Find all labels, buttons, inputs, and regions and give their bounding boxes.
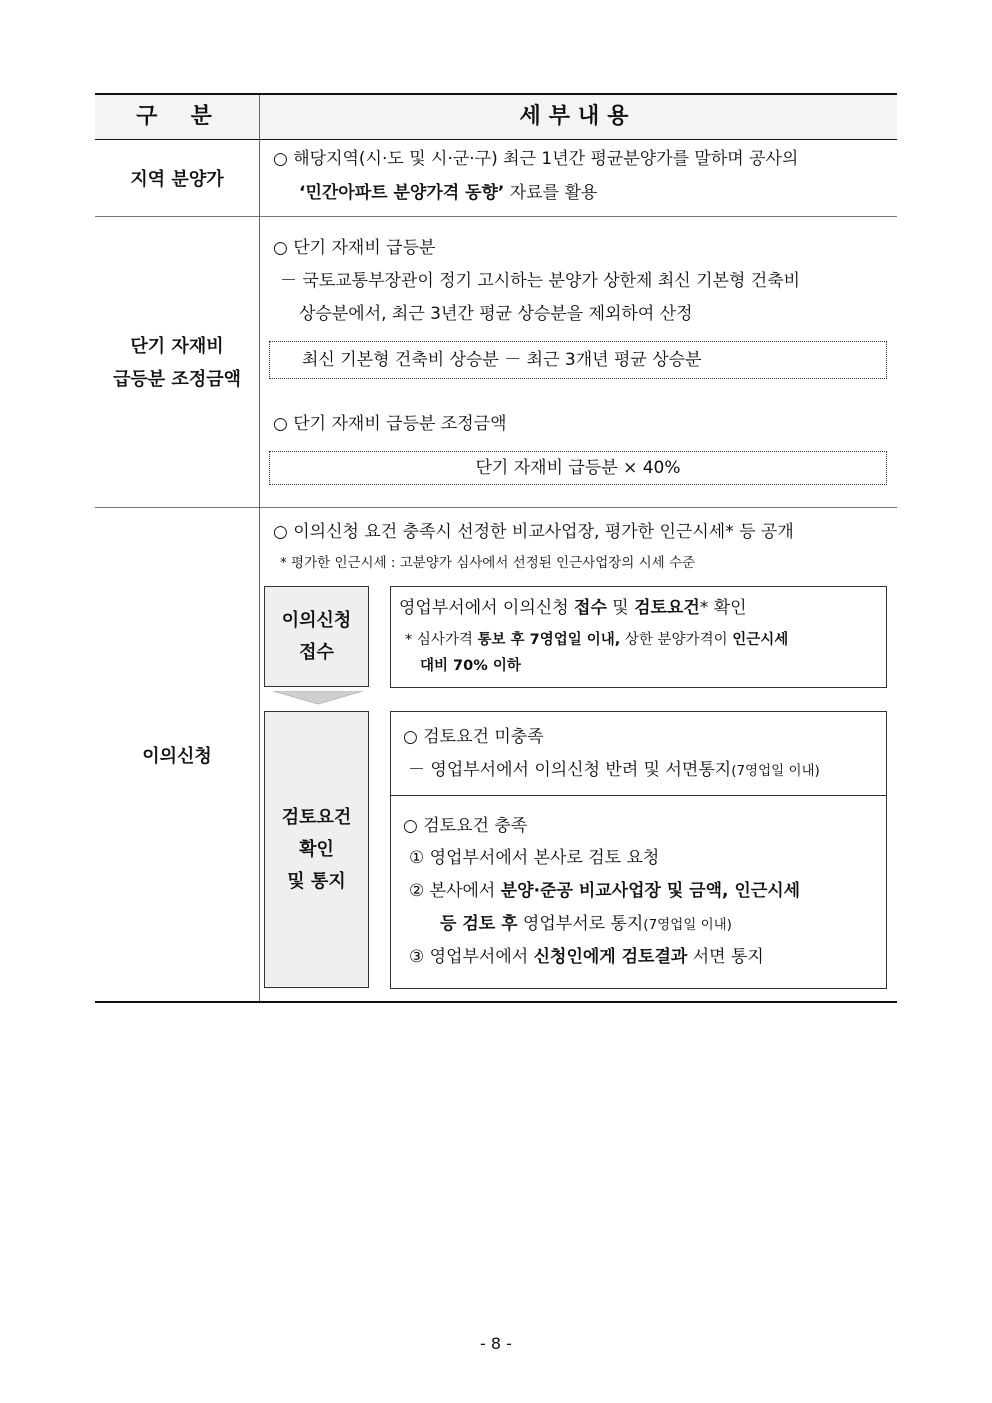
step-review-unmet-box [390, 711, 887, 796]
column-divider [259, 95, 260, 1001]
step-review-label-box [264, 711, 369, 988]
met-item-2-line2-b: 등 검토 후 [440, 914, 518, 934]
short-term-bullet1: ○ 단기 자재비 급등분 [273, 238, 436, 258]
met-item-1: ① 영업부서에서 본사로 검토 요청 [409, 848, 660, 868]
step-receipt-label-box [264, 586, 369, 687]
step-receipt-main-e: * 확인 [699, 598, 747, 618]
step-receipt-note-a: * 심사가격 [405, 632, 478, 648]
unmet-detail-small: (7영업일 이내) [731, 763, 820, 779]
step-receipt-main-b: 접수 [574, 598, 607, 618]
objection-bullet1: ○ 이의신청 요건 충족시 선정한 비교사업장, 평가한 인근시세* 등 공개 [273, 522, 794, 542]
short-term-dash1-line1: － 국토교통부장관이 정기 고시하는 분양가 상한제 최신 기본형 건축비 [280, 271, 801, 291]
unmet-title: ○ 검토요건 미충족 [403, 727, 544, 747]
regional-source-title: ‘민간아파트 분양가격 동향’ [299, 183, 505, 203]
formula-box-1: 최신 기본형 건축비 상승분 － 최근 3개년 평균 상승분 [269, 341, 887, 379]
regional-line2 [299, 181, 597, 205]
met-item-2 [409, 879, 800, 903]
unmet-detail [408, 758, 820, 783]
step-receipt-note-b: 통보 후 7영업일 이내, [477, 632, 621, 648]
step-receipt-label-line1: 이의신청 [281, 609, 352, 631]
regional-line1: ○ 해당지역(시·도 및 시·군·구) 최근 1년간 평균분양가를 말하며 공사의 [273, 149, 799, 169]
step-receipt-note-line1 [405, 628, 788, 652]
met-item-3-b: 신청인에게 검토결과 [533, 947, 688, 967]
step-receipt-main-a: 영업부서에서 이의신청 [399, 598, 575, 618]
met-item-2-b: 분양·준공 비교사업장 및 금액, 인근시세 [500, 881, 801, 901]
short-term-bullet2: ○ 단기 자재비 급등분 조정금액 [273, 414, 507, 434]
met-item-2-line2 [440, 912, 732, 937]
step-receipt-note-d: 인근시세 [732, 632, 789, 648]
row-label-short-term-line2: 급등분 조정금액 [113, 369, 241, 390]
formula-box-2: 단기 자재비 급등분 × 40% [269, 451, 887, 485]
header-col-category: 구 분 [136, 104, 218, 129]
step-review-label-line2: 확인 [299, 838, 334, 860]
met-item-2-a: ② 본사에서 [409, 881, 501, 901]
step-receipt-note-line2: 대비 70% 이하 [420, 658, 521, 674]
met-item-2-line2-small: (7영업일 이내) [643, 917, 732, 933]
step-receipt-main-c: 및 [606, 598, 635, 618]
met-item-3-c: 서면 통지 [687, 947, 764, 967]
unmet-detail-text: － 영업부서에서 이의신청 반려 및 서면통지 [408, 760, 732, 780]
step-review-label-line1: 검토요건 [281, 806, 352, 828]
met-title: ○ 검토요건 충족 [403, 816, 528, 836]
regional-line2-rest: 자료를 활용 [504, 183, 598, 203]
row-label-regional-price: 지역 분양가 [130, 169, 224, 190]
objection-note1: * 평가한 인근시세 : 고분양가 심사에서 선정된 인근사업장의 시세 수준 [280, 555, 696, 571]
met-item-3-a: ③ 영업부서에서 [409, 947, 534, 967]
met-item-2-line2-c: 영업부서로 통지 [517, 914, 644, 934]
table-bottom-border [95, 1001, 897, 1003]
step-receipt-main [399, 596, 747, 620]
step-receipt-note-c: 상한 분양가격이 [620, 632, 733, 648]
row-label-short-term-line1: 단기 자재비 [130, 336, 224, 357]
header-bottom-border [95, 139, 897, 140]
page-number: - 8 - [480, 1334, 512, 1353]
step-receipt-label-line2: 접수 [299, 641, 334, 663]
row-label-objection: 이의신청 [142, 746, 212, 767]
short-term-dash1-line2: 상승분에서, 최근 3년간 평균 상승분을 제외하여 산정 [299, 304, 693, 324]
row-divider [95, 507, 897, 508]
met-item-3 [409, 945, 764, 969]
step-receipt-main-d: 검토요건 [634, 598, 700, 618]
step-review-label-line3: 및 통지 [287, 870, 346, 892]
row-divider [95, 216, 897, 217]
header-col-details: 세부내용 [519, 104, 637, 129]
down-arrow-icon [273, 691, 363, 705]
